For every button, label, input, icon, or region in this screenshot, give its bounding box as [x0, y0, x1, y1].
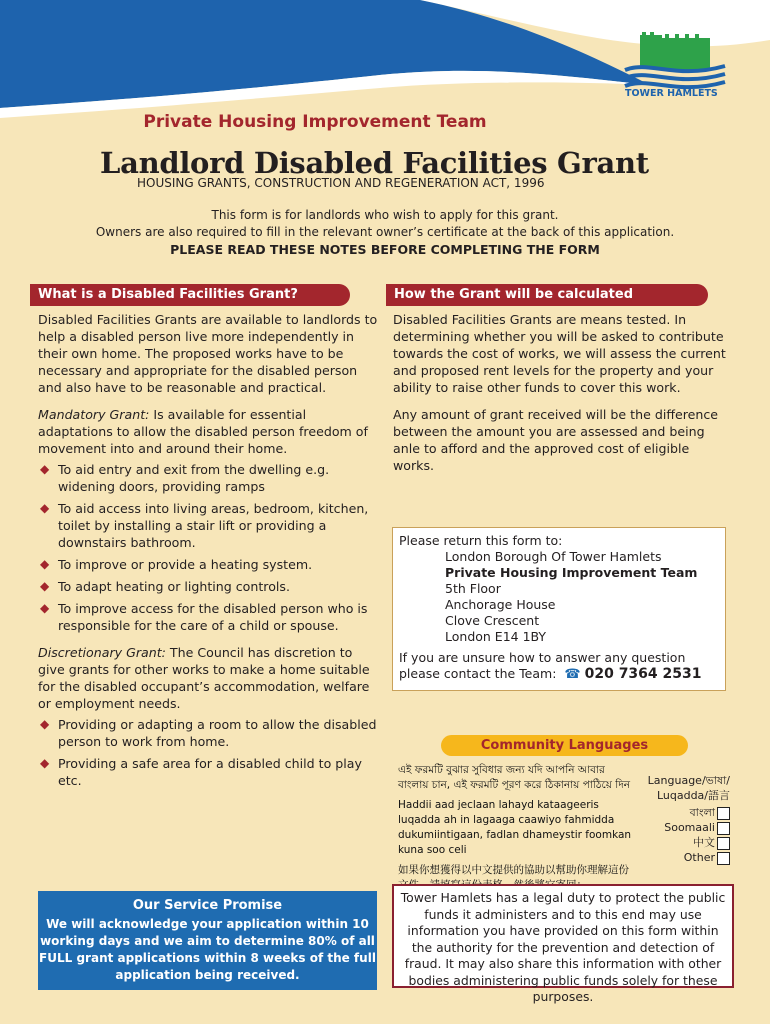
dfg-description: Disabled Facilities Grants are available to landlords to help a disabled person live more independently in their own home. The proposed works have to be necessary and appropriate for the disabled person and also have to be reasonable and practical. — [38, 312, 378, 395]
return-address-box — [392, 527, 726, 691]
checkbox[interactable] — [717, 807, 730, 820]
address-line: Anchorage House — [445, 597, 556, 612]
intro-line-1: This form is for landlords who wish to apply for this grant. — [211, 208, 559, 222]
address-block — [399, 549, 719, 645]
left-section-heading: What is a Disabled Facilities Grant? — [30, 284, 350, 306]
address-line: 5th Floor — [445, 581, 501, 596]
means-tested-text: Disabled Facilities Grants are means tested. In determining whether you will be asked to contribute towards the cost of works, we will assess the current and proposed rent levels for the property and your ability to raise other funds to cover this work. — [393, 312, 726, 395]
left-column — [38, 311, 382, 794]
legal-duty-box — [392, 884, 734, 1004]
language-option[interactable]: Other — [638, 850, 730, 865]
service-promise-text: We will acknowledge your application within 10 working days and we aim to determine 80% of all FULL grant applications within 8 weeks of the full application being received. — [39, 917, 376, 982]
bengali-text: এই ফরমটি বুঝার সুবিধার জন্য যদি আপনি আবার বাংলায় চান, এই ফরমটি পূরণ করে ঠিকানায় পাঠিয়ে দিন — [398, 764, 631, 791]
service-promise-heading: Our Service Promise — [132, 898, 283, 913]
discretionary-label: Discretionary Grant: — [38, 645, 166, 660]
language-statements — [398, 763, 638, 893]
checkbox[interactable] — [717, 837, 730, 850]
phone-number[interactable]: 020 7364 2531 — [584, 666, 702, 682]
please-read-notice: PLEASE READ THESE NOTES BEFORE COMPLETING THE FORM — [170, 242, 600, 257]
discretionary-list — [38, 716, 382, 789]
language-option[interactable]: Soomaali — [638, 820, 730, 835]
chinese-text: 如果你想獲得以中文提供的協助以幫助你理解這份 — [398, 864, 629, 876]
bullet-diamond-icon: ◆ — [40, 501, 50, 515]
list-item: ◆ Providing a safe area for a disabled child to play etc. — [40, 756, 362, 788]
language-option[interactable]: বাংলা — [638, 805, 730, 820]
list-item: ◆ To improve or provide a heating system. — [40, 557, 313, 572]
discretionary-description: The Council has discretion to give grants for other works to make a home suitable for the disabled occupant’s accommodation, welfare or employment needs. — [38, 645, 370, 711]
grant-amount-text: Any amount of grant received will be the difference between the amount you are assessed and being anle to afford and the approved cost of eligible works. — [393, 407, 719, 473]
checkbox[interactable] — [717, 822, 730, 835]
intro-text — [0, 207, 770, 241]
address-line: London E14 1BY — [445, 629, 547, 644]
page-title: Landlord Disabled Facilities Grant — [100, 146, 649, 180]
list-item: ◆ To aid access into living areas, bedroom, kitchen, toilet by installing a stair lift or providing a downstairs bathroom. — [40, 501, 369, 550]
tower-hamlets-logo — [620, 30, 730, 102]
bullet-diamond-icon: ◆ — [40, 756, 50, 770]
bullet-diamond-icon: ◆ — [40, 557, 50, 571]
list-item: ◆ To aid entry and exit from the dwelling e.g. widening doors, providing ramps — [40, 462, 330, 494]
mandatory-description: Is available for essential adaptations to allow the disabled person freedom of movement into and around their home. — [38, 407, 368, 456]
language-option[interactable]: 中文 — [638, 835, 730, 850]
legal-duty-text: Tower Hamlets has a legal duty to protect the public funds it administers and to this end may use information you have provided on this form within the authority for the prevention and detection of fraud. It may also share this information with other bodies administering public funds solely for these purposes. — [400, 890, 726, 1004]
address-line: London Borough Of Tower Hamlets — [445, 549, 662, 564]
telephone-icon: ☎ — [564, 667, 581, 682]
bullet-diamond-icon: ◆ — [40, 579, 50, 593]
address-line: Private Housing Improvement Team — [445, 565, 698, 580]
checkbox[interactable] — [717, 852, 730, 865]
logo-text: TOWER HAMLETS — [625, 88, 718, 99]
unsure-contact — [399, 650, 719, 683]
language-options-label: Language/ভাষা/ Luqadda/語言 — [647, 774, 730, 802]
right-column — [393, 311, 733, 474]
act-subtitle: HOUSING GRANTS, CONSTRUCTION AND REGENERATION ACT, 1996 — [137, 176, 545, 190]
return-intro: Please return this form to: — [399, 533, 563, 548]
service-promise-box — [38, 891, 377, 990]
right-section-heading: How the Grant will be calculated — [386, 284, 708, 306]
community-languages-heading: Community Languages — [441, 735, 688, 756]
bullet-diamond-icon: ◆ — [40, 717, 50, 731]
list-item: ◆ To improve access for the disabled person who is responsible for the care of a child or spouse. — [40, 601, 368, 633]
intro-line-2: Owners are also required to fill in the relevant owner’s certificate at the back of this application. — [95, 225, 675, 239]
discretionary-grant-text — [38, 644, 382, 712]
unsure-text: If you are unsure how to answer any question please contact the Team: — [399, 650, 686, 681]
mandatory-grant-text — [38, 406, 382, 457]
bullet-diamond-icon: ◆ — [40, 462, 50, 476]
somali-text: Haddii aad jeclaan lahayd kataageeris luqadda ah in lagaaga caawiyo fahmidda dukumiintigaan, fadlan dhameystir foomkan kuna soo celi — [398, 799, 632, 856]
mandatory-label: Mandatory Grant: — [38, 407, 150, 422]
language-options — [638, 773, 730, 865]
address-line: Clove Crescent — [445, 613, 540, 628]
list-item: ◆ Providing or adapting a room to allow the disabled person to work from home. — [40, 717, 377, 749]
team-heading: Private Housing Improvement Team — [143, 112, 487, 132]
bullet-diamond-icon: ◆ — [40, 601, 50, 615]
list-item: ◆ To adapt heating or lighting controls. — [40, 579, 290, 594]
mandatory-list — [38, 461, 382, 634]
